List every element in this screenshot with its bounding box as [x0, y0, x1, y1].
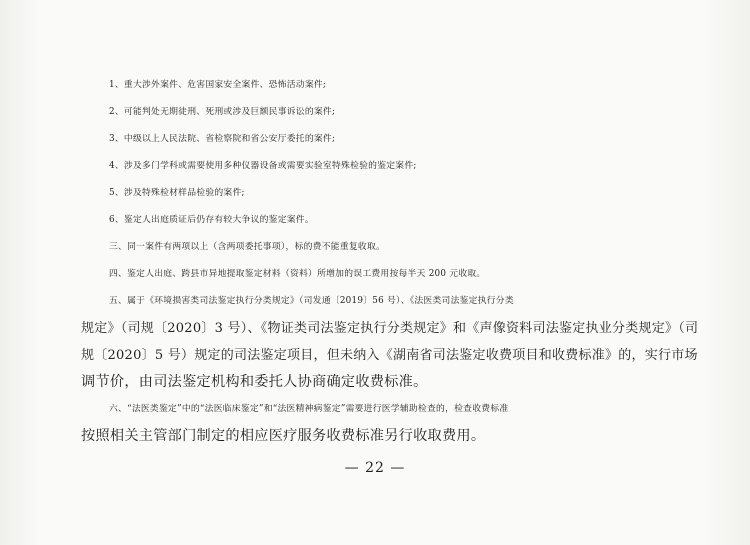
paragraph-5: [81, 288, 701, 396]
paragraph-line: 按照相关主管部门制定的相应医疗服务收费标准另行收取费用。: [81, 428, 486, 444]
paragraph-6: [81, 396, 701, 450]
list-item: 5、涉及特殊检材样品检验的案件;: [109, 188, 245, 198]
list-item: 4、涉及多门学科或需要使用多种仪器设备或需要实验室特殊检验的鉴定案件;: [109, 161, 417, 171]
paragraph-line: 调节价，由司法鉴定机构和委托人协商确定收费标准。: [81, 374, 428, 390]
page-number: — 22 —: [344, 460, 406, 476]
paragraph-line: 规定》（司规〔2020〕3 号）、《物证类司法鉴定执行分类规定》和《声像资料司法鉴定执业分类规定》（司: [81, 321, 699, 336]
document-body: [81, 72, 701, 450]
paragraph-line: 六、“法医类鉴定”中的“法医临床鉴定”和“法医精神病鉴定”需要进行医学辅助检查的，检查收费标准: [109, 404, 509, 414]
paragraph-4: 四、鉴定人出庭、跨县市异地提取鉴定材料（资料）所增加的误工费用按每半天 200 元收取。: [109, 269, 486, 279]
paragraph-3: 三、同一案件有两项以上（含两项委托事项），标的费不能重复收取。: [109, 242, 386, 252]
paragraph-line: 五、属于《环境损害类司法鉴定执行分类规定》（司发通〔2019〕56 号）、《法医类司法鉴定执行分类: [109, 296, 514, 306]
list-item: 3、中级以上人民法院、省检察院和省公安厅委托的案件;: [109, 134, 336, 144]
list-item: 2、可能判处无期徒刑、死刑或涉及巨额民事诉讼的案件;: [109, 107, 336, 117]
list-item: 6、鉴定人出庭质证后仍存有较大争议的鉴定案件。: [109, 215, 314, 225]
paragraph-line: 规〔2020〕5 号）规定的司法鉴定项目，但未纳入《湖南省司法鉴定收费项目和收费标准》的，实行市场: [81, 348, 698, 363]
list-item: 1、重大涉外案件、危害国家安全案件、恐怖活动案件;: [109, 80, 327, 90]
